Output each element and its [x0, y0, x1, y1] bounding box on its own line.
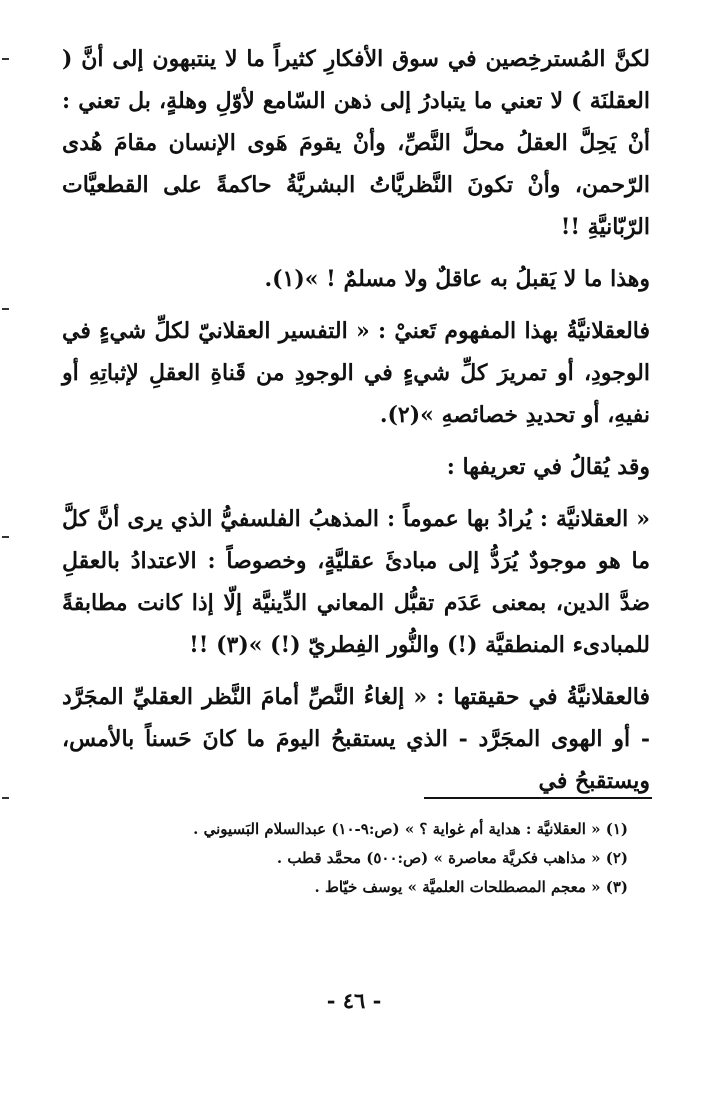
- footnote-2: (٢) « مذاهب فكريَّة معاصرة » (ص:٥٠٠) محمَّد قطب .: [276, 849, 628, 867]
- footnote-divider: [424, 797, 652, 799]
- paragraph-2: وهذا ما لا يَقبلُ به عاقلٌ ولا مسلمٌ ! »(١).: [264, 266, 650, 292]
- footnotes: [62, 815, 628, 902]
- margin-mark: [2, 308, 9, 310]
- main-text: [62, 38, 650, 802]
- paragraph-5: « العقلانيَّة : يُرادُ بها عموماً : المذهبُ الفلسفيُّ الذي يرى أنَّ كلَّ ما هو موجودٌ يُرَدُّ إلى مبادئَ عقليَّةٍ، وخصوصاً : الاعتدادُ بالعقلِ ضدَّ الدين، بمعنى عَدَم تقبُّل المعاني الدِّينيَّة إلّا إذا كانت مطابقةً للمبادىء المنطقيَّة (!) والنُّور الفِطريّ (!) »(٣) !!: [62, 506, 650, 658]
- paragraph-4: وقد يُقالُ في تعريفها :: [446, 454, 650, 480]
- margin-mark: [2, 58, 9, 60]
- margin-mark: [2, 536, 9, 538]
- page-number: - ٤٦ -: [326, 988, 382, 1013]
- margin-mark: [2, 797, 9, 799]
- paragraph-3: فالعقلانيَّةُ بهذا المفهوم تَعنيْ : « التفسير العقلانيّ لكلِّ شيءٍ في الوجودِ، أو تمريرَ كلِّ شيءٍ في الوجودِ من قَناةِ العقلِ لإثباتِهِ أو نفيهِ، أو تحديدِ خصائصهِ »(٢).: [62, 318, 650, 428]
- footnote-3: (٣) « معجم المصطلحات العلميَّة » يوسف خيّاط .: [314, 878, 628, 896]
- footnote-1: (١) « العقلانيَّة : هداية أم غواية ؟ » (ص:٩-١٠) عبدالسلام البَسيوني .: [193, 820, 628, 838]
- paragraph-1: لكنَّ المُسترخِصين في سوق الأفكارِ كثيراً ما لا ينتبهون إلى أنَّ ( العقلنَة ) لا تعني ما يتبادرُ إلى ذهن السّامع لأوّلِ وهلةٍ، بل تعني : أنْ يَحِلَّ العقلُ محلَّ النَّصِّ، وأنْ يقومَ هَوى الإنسان مقامَ هُدى الرّحمن، وأنْ تكونَ النَّظريَّاتُ البشريَّةُ حاكمةً على القطعيَّات الرّبّانيَّةِ !!: [62, 46, 650, 240]
- paragraph-6: فالعقلانيَّةُ في حقيقتها : « إلغاءُ النَّصِّ أمامَ النَّظر العقليِّ المجَرَّد - أو الهوى المجَرَّد - الذي يستقبحُ اليومَ ما كانَ حَسناً بالأمس، ويستقبحُ في: [62, 684, 650, 794]
